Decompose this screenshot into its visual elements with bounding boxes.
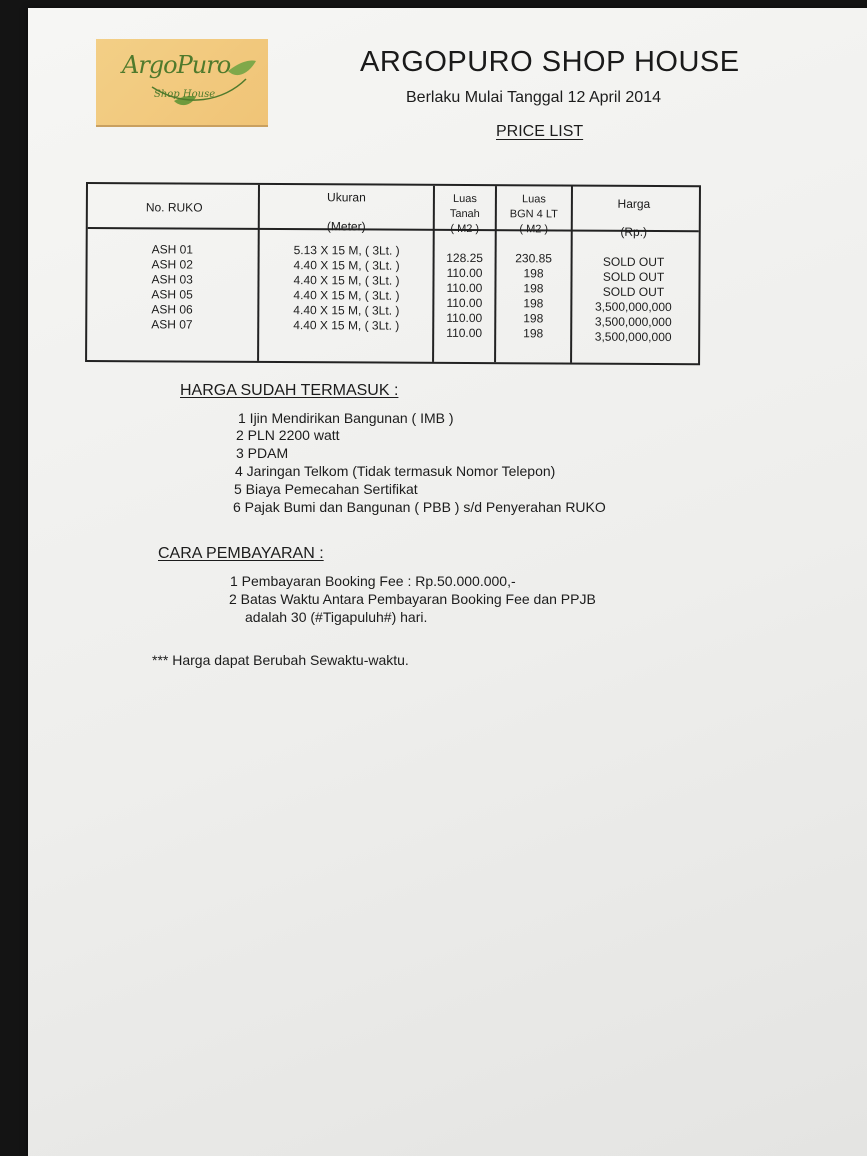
ruko-number: ASH 01 bbox=[151, 242, 194, 257]
ruko-size: 4.40 X 15 M, ( 3Lt. ) bbox=[293, 303, 400, 318]
land-area: 110.00 bbox=[446, 325, 483, 341]
header-luas-bgn-unit: ( M2 ) bbox=[519, 223, 549, 236]
included-heading: HARGA SUDAH TERMASUK : bbox=[180, 382, 399, 399]
land-area: 110.00 bbox=[446, 310, 483, 326]
price: SOLD OUT bbox=[602, 254, 665, 270]
header-harga: Harga bbox=[617, 196, 651, 211]
price-table bbox=[85, 182, 701, 365]
table-body bbox=[88, 242, 699, 345]
building-area: 198 bbox=[523, 266, 544, 281]
price: 3,500,000,000 bbox=[594, 329, 672, 345]
included-item: 6 Pajak Bumi dan Bangunan ( PBB ) s/d Penyerahan RUKO bbox=[233, 499, 606, 515]
building-area: 198 bbox=[523, 281, 544, 296]
header-luas-bgn-1: Luas bbox=[521, 193, 546, 206]
table-row bbox=[87, 314, 698, 345]
header-harga-unit: (Rp.) bbox=[620, 224, 648, 239]
ruko-size: 4.40 X 15 M, ( 3Lt. ) bbox=[293, 288, 400, 303]
payment-item-continued: adalah 30 (#Tigapuluh#) hari. bbox=[245, 609, 428, 625]
included-item: 1 Ijin Mendirikan Bangunan ( IMB ) bbox=[238, 410, 454, 426]
ruko-size: 4.40 X 15 M, ( 3Lt. ) bbox=[293, 258, 400, 273]
price: 3,500,000,000 bbox=[594, 314, 672, 330]
price-change-note: *** Harga dapat Berubah Sewaktu-waktu. bbox=[152, 652, 409, 668]
payment-heading: CARA PEMBAYARAN : bbox=[158, 545, 324, 562]
land-area: 110.00 bbox=[446, 265, 483, 281]
land-area: 110.00 bbox=[446, 280, 483, 296]
ruko-number: ASH 07 bbox=[151, 317, 193, 332]
ruko-size: 4.40 X 15 M, ( 3Lt. ) bbox=[293, 273, 400, 288]
price: 3,500,000,000 bbox=[594, 299, 672, 315]
building-area: 230.85 bbox=[515, 251, 552, 266]
price: SOLD OUT bbox=[602, 284, 665, 300]
price: SOLD OUT bbox=[602, 269, 665, 285]
building-area: 198 bbox=[523, 296, 544, 311]
document-title: ARGOPURO SHOP HOUSE bbox=[360, 46, 740, 78]
included-item: 3 PDAM bbox=[236, 445, 289, 461]
ruko-number: ASH 05 bbox=[151, 287, 193, 302]
ruko-size: 4.40 X 15 M, ( 3Lt. ) bbox=[293, 318, 400, 333]
effective-date: Berlaku Mulai Tanggal 12 April 2014 bbox=[406, 89, 661, 106]
logo-subtitle: Shop House bbox=[154, 89, 216, 100]
header-ukuran-unit: (Meter) bbox=[326, 219, 366, 234]
ruko-number: ASH 02 bbox=[151, 257, 193, 272]
header-no-ruko: No. RUKO bbox=[145, 200, 203, 215]
payment-item: 1 Pembayaran Booking Fee : Rp.50.000.000,- bbox=[230, 573, 516, 589]
header-luas-tanah-2: Tanah bbox=[449, 207, 480, 221]
argopuro-logo bbox=[96, 39, 268, 127]
header-luas-tanah-unit: ( M2 ) bbox=[450, 222, 480, 236]
building-area: 198 bbox=[523, 326, 544, 341]
ruko-number: ASH 03 bbox=[151, 272, 193, 287]
included-item: 4 Jaringan Telkom (Tidak termasuk Nomor Telepon) bbox=[235, 463, 556, 479]
building-area: 198 bbox=[523, 311, 544, 326]
header-luas-tanah-1: Luas bbox=[452, 192, 477, 206]
header-ukuran: Ukuran bbox=[327, 190, 366, 205]
logo-wordmark: ArgoPuro bbox=[122, 51, 231, 79]
ruko-size: 5.13 X 15 M, ( 3Lt. ) bbox=[293, 243, 400, 258]
price-list-label: PRICE LIST bbox=[496, 123, 584, 140]
included-item: 5 Biaya Pemecahan Sertifikat bbox=[234, 481, 418, 497]
included-item: 2 PLN 2200 watt bbox=[236, 427, 340, 443]
land-area: 128.25 bbox=[446, 250, 483, 266]
payment-item: 2 Batas Waktu Antara Pembayaran Booking Fee dan PPJB bbox=[229, 591, 596, 607]
land-area: 110.00 bbox=[446, 295, 483, 311]
ruko-number: ASH 06 bbox=[151, 302, 193, 317]
header-luas-bgn-2: BGN 4 LT bbox=[509, 208, 558, 221]
